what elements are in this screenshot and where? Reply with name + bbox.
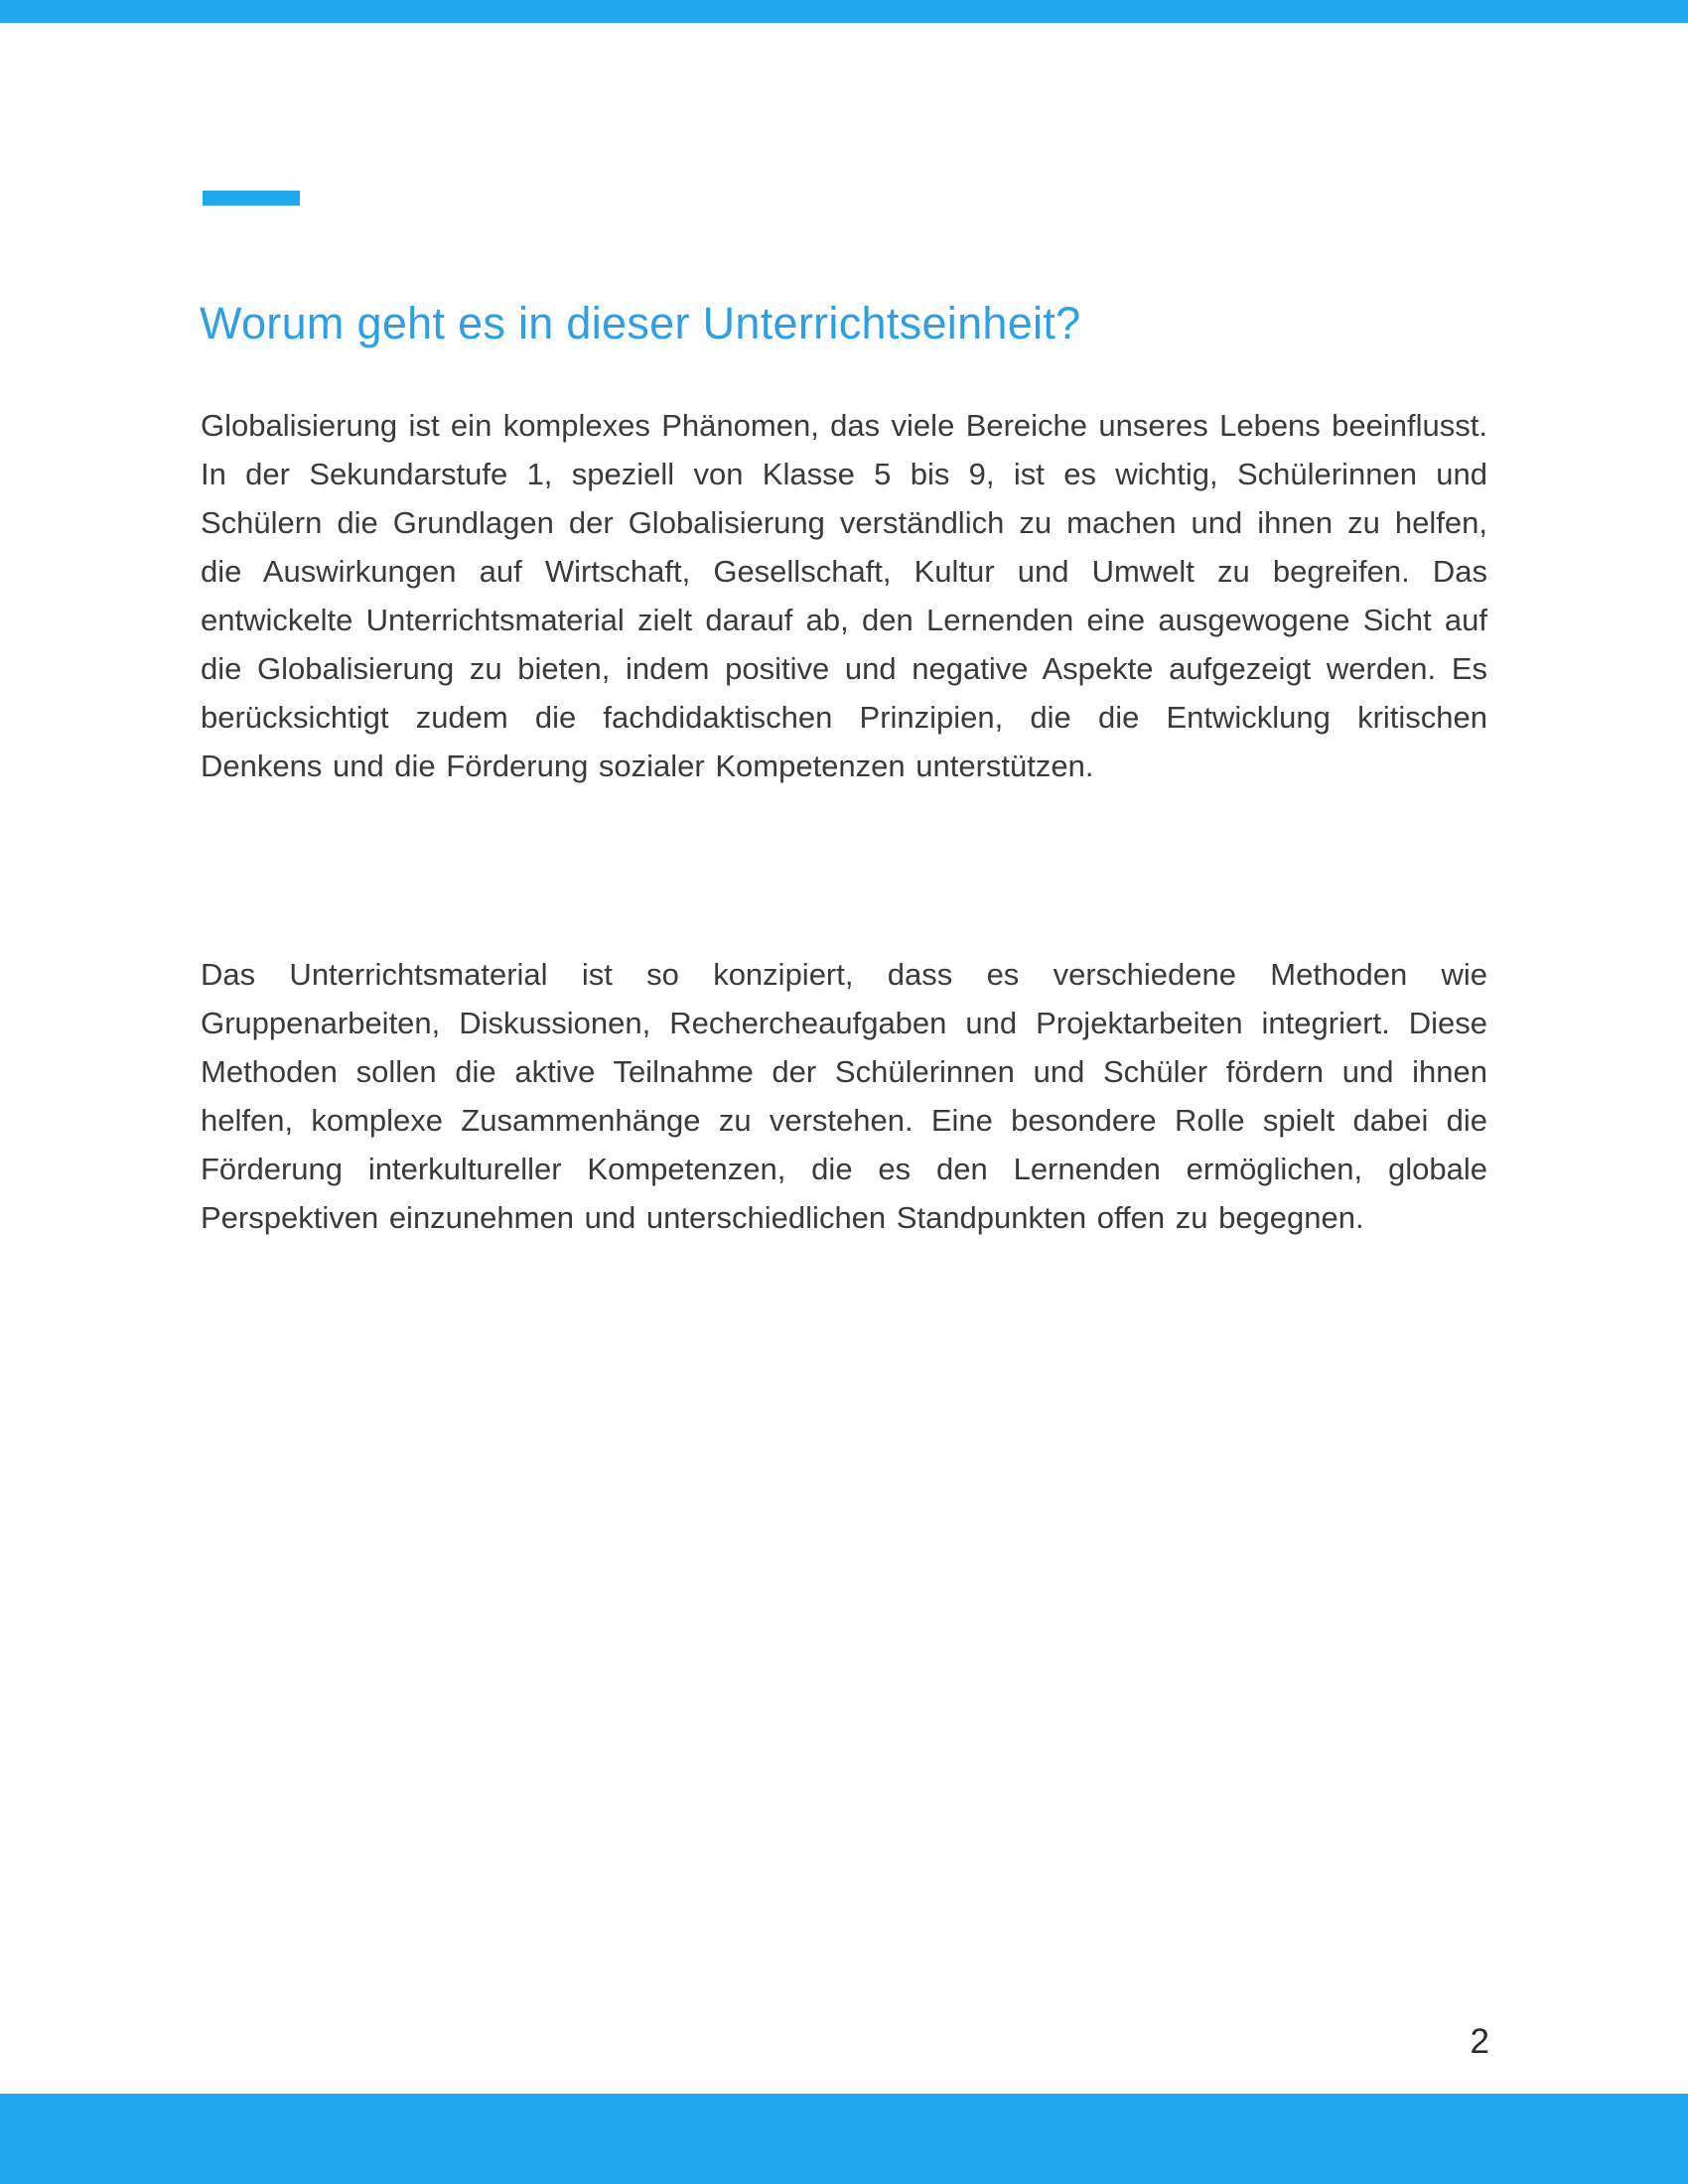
bottom-accent-bar [0,2094,1688,2184]
body-paragraph-1: Globalisierung ist ein komplexes Phänomen, das viele Bereiche unseres Lebens beeinflusst. In der Sekundarstufe 1, speziell von Klasse 5 bis 9, ist es wichtig, Schülerinnen und Schülern die Grundlagen der Globalisierung verständlich zu machen und ihnen zu helfen, die Auswirkungen auf Wirtschaft, Gesellschaft, Kultur und Umwelt zu begreifen. Das entwickelte Unterrichtsmaterial zielt darauf ab, den Lernenden eine ausgewogene Sicht auf die Globalisierung zu bieten, indem positive und negative Aspekte aufgezeigt werden. Es berücksichtigt zudem die fachdidaktischen Prinzipien, die die Entwicklung kritischen Denkens und die Förderung sozialer Kompetenzen unterstützen. [201,408,1487,783]
body-paragraph-2: Das Unterrichtsmaterial ist so konzipiert, dass es verschiedene Methoden wie Gruppenarbeiten, Diskussionen, Rechercheaufgaben und Projektarbeiten integriert. Diese Methoden sollen die aktive Teilnahme der Schülerinnen und Schüler fördern und ihnen helfen, komplexe Zusammenhänge zu verstehen. Eine besondere Rolle spielt dabei die Förderung interkultureller Kompetenzen, die es den Lernenden ermöglichen, globale Perspektiven einzunehmen und unterschiedlichen Standpunkten offen zu begegnen. [201,957,1487,1235]
heading-accent-dash [203,191,300,205]
top-accent-bar [0,0,1688,23]
page-number: 2 [1470,2022,1489,2061]
section-heading: Worum geht es in dieser Unterrichtseinheit? [200,298,1081,348]
